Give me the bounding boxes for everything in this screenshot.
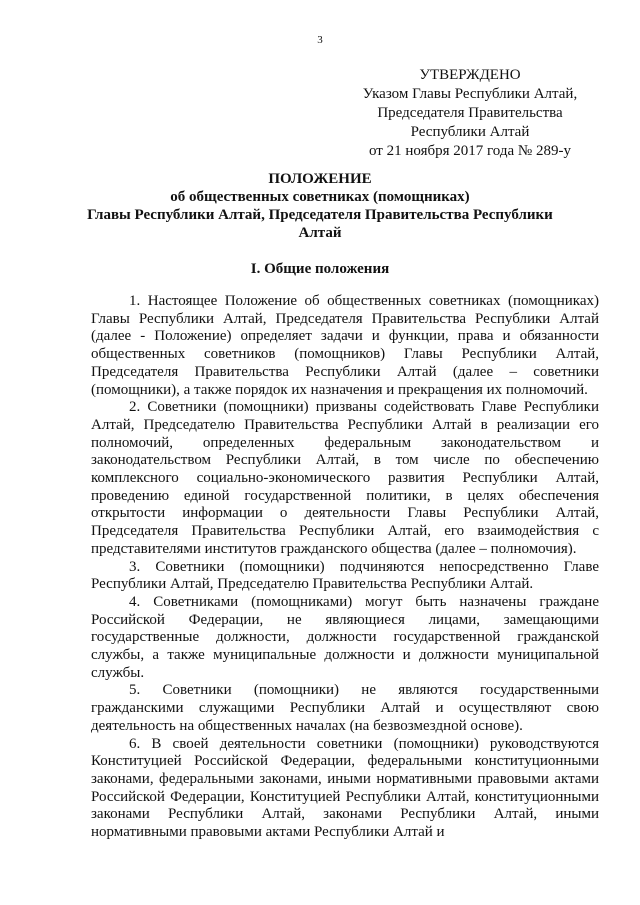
paragraph: 4. Советниками (помощниками) могут быть назначены граждане Российской Федерации, не являющиеся лицами, замещающими государственные должности, должности государственной гражданской службы, а также муниципальные должности и должности муниципальной службы.	[91, 593, 599, 681]
paragraph: 1. Настоящее Положение об общественных советниках (помощниках) Главы Республики Алтай, Председателя Правительства Республики Алтай (далее - Положение) определяет задачи и функции, права и обязанности общественных советников (помощников) Главы Республики Алтай, Председателя Правительства Республики Алтай (далее – советники (помощники), а также порядок их назначения и прекращения их полномочий.	[91, 293, 599, 398]
page-number: 3	[317, 34, 323, 46]
section-title: I. Общие положения	[250, 261, 390, 277]
paragraph: 3. Советники (помощники) подчиняются непосредственно Главе Республики Алтай, Председателю Правительства Республики Алтай.	[91, 558, 599, 593]
approval-stamp	[330, 66, 610, 161]
approval-line: УТВЕРЖДЕНО	[419, 67, 521, 83]
title-line: Главы Республики Алтай, Председателя Правительства Республики	[87, 207, 553, 223]
title-line: ПОЛОЖЕНИЕ	[268, 171, 372, 187]
document-body	[91, 293, 599, 842]
approval-line: Указом Главы Республики Алтай,	[362, 86, 578, 102]
paragraph: 5. Советники (помощники) не являются государственными гражданскими служащими Республики Алтай и осуществляют свою деятельность на общественных началах (на безвозмездной основе).	[91, 682, 599, 734]
title-line: об общественных советниках (помощниках)	[170, 189, 470, 205]
title-line: Алтай	[298, 225, 342, 241]
paragraph: 2. Советники (помощники) призваны содействовать Главе Республики Алтай, Председателю Правительства Республики Алтай в реализации его полномочий, определенных федеральным законодательством и законодательством Республики Алтай, в том числе по обеспечению комплексного социально-экономического развития Республики Алтай, проведению единой государственной политики, в целях обеспечения открытости информации о деятельности Главы Республики Алтай, Председателя Правительства Республики Алтай, его взаимодействия с представителями институтов гражданского общества (далее – полномочия).	[91, 399, 599, 557]
approval-line: Председателя Правительства	[377, 105, 563, 121]
document-title	[0, 170, 640, 242]
approval-line: от 21 ноября 2017 года № 289-у	[369, 143, 571, 159]
paragraph: 6. В своей деятельности советники (помощники) руководствуются Конституцией Российской Федерации, федеральными конституционными законами, федеральными законами, иными нормативными правовыми актами Российской Федерации, Конституцией Республики Алтай, конституционными законами Республики Алтай, законами Республики Алтай, иными нормативными правовыми актами Республики Алтай и	[91, 735, 599, 841]
approval-line: Республики Алтай	[410, 124, 530, 140]
